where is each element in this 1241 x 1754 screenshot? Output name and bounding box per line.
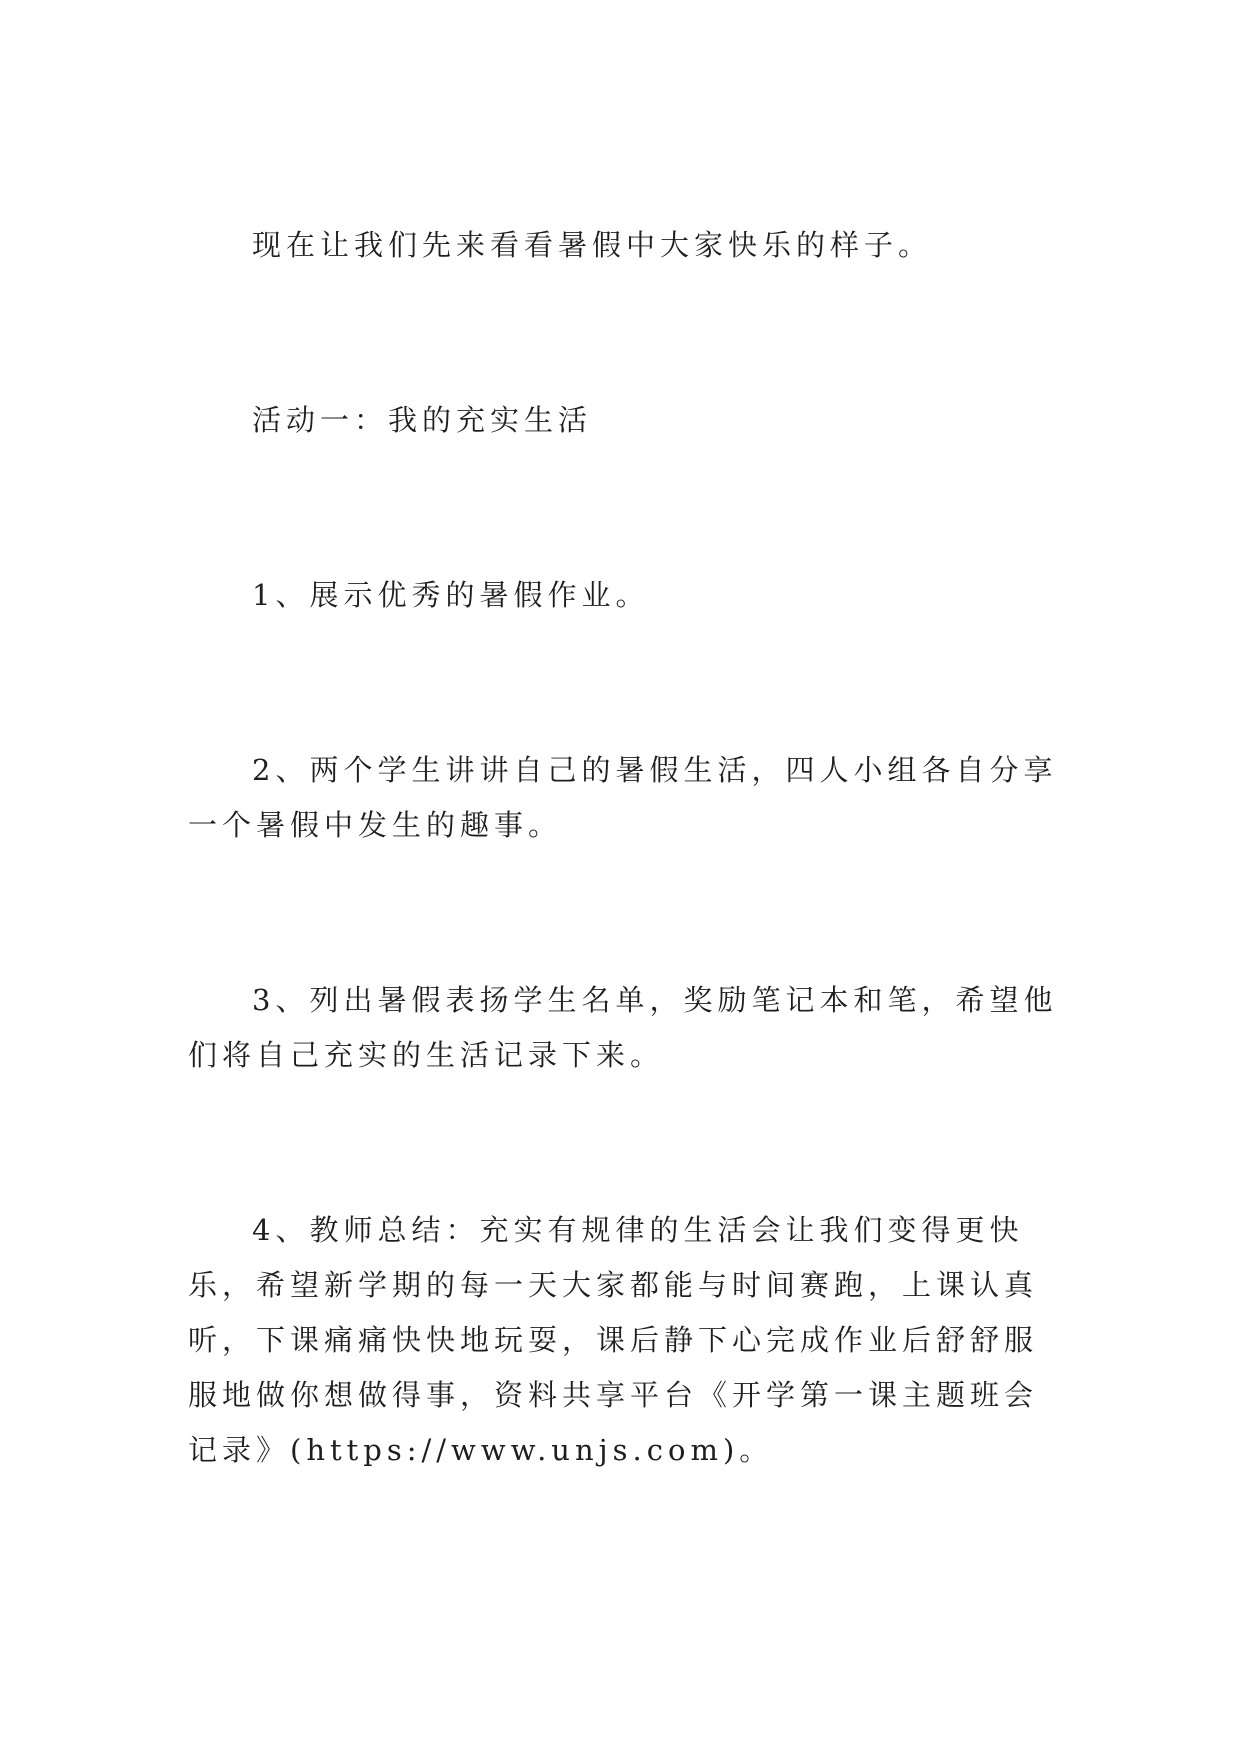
list-item-1: 1、展示优秀的暑假作业。 xyxy=(252,578,650,612)
list-item-4: 4、教师总结：充实有规律的生活会让我们变得更快乐，希望新学期的每一天大家都能与时间赛跑，上课认真听，下课痛痛快快地玩耍，课后静下心完成作业后舒舒服服地做你想做得事，资料共享平台《开学第一课主题班会记录》(https://www.unjs.com)。 xyxy=(188,1213,1039,1467)
list-item-2: 2、两个学生讲讲自己的暑假生活，四人小组各自分享一个暑假中发生的趣事。 xyxy=(188,753,1058,842)
paragraph-intro: 现在让我们先来看看暑假中大家快乐的样子。 xyxy=(252,228,933,262)
list-item-3: 3、列出暑假表扬学生名单，奖励笔记本和笔，希望他们将自己充实的生活记录下来。 xyxy=(188,983,1058,1072)
section-heading-activity-one: 活动一：我的充实生活 xyxy=(252,403,593,437)
